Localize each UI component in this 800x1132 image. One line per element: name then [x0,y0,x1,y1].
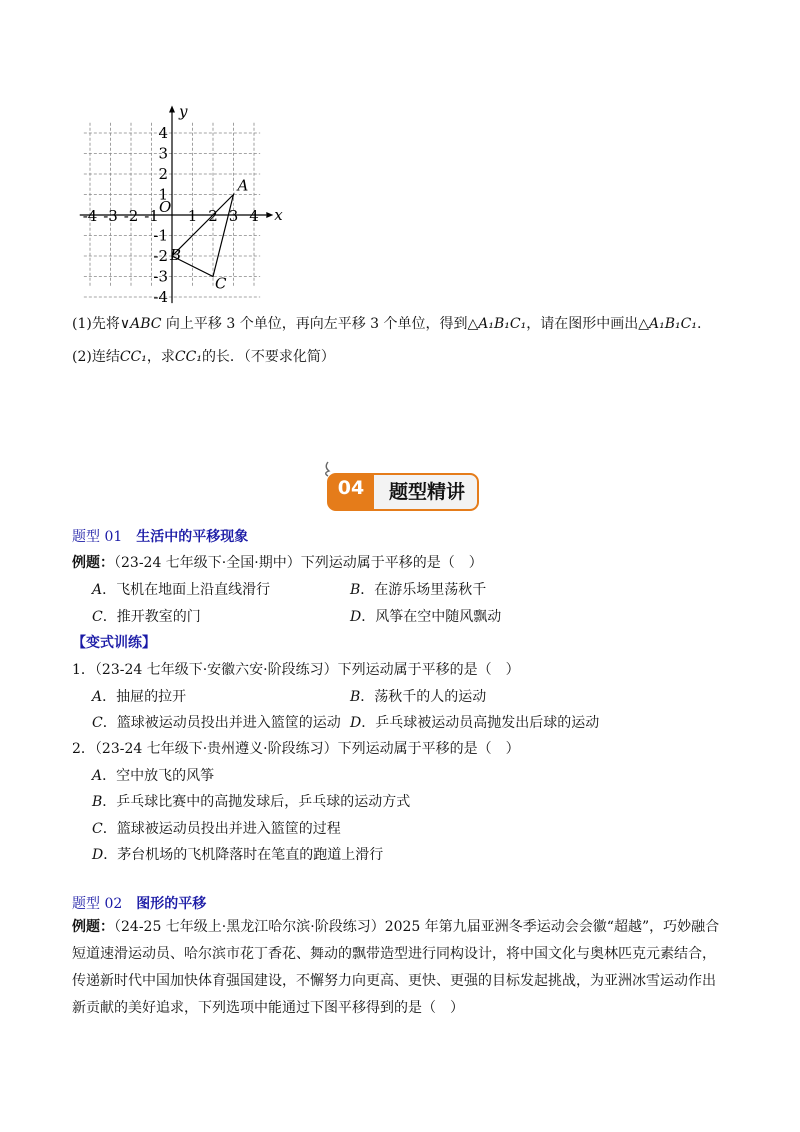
type2-heading-title: 图形的平移 [136,896,207,912]
practice-q2-option-c [92,819,341,839]
x-axis-label: x [274,206,283,224]
type2-heading-num: 题型 02 [72,896,123,912]
q2-segment-cc1: CC₁ [119,349,147,365]
x-tick-label: 1 [187,207,198,225]
option-letter: B [92,794,103,810]
type1-option-b [350,580,486,600]
practice-q1-option-d [350,713,599,733]
y-tick-label: -2 [153,247,168,265]
type2-example-line-2: 短道速滑运动员、哈尔滨市花丁香花、舞动的飘带造型进行同构设计，将中国文化与奥林匹克元素结合， [72,946,716,962]
practice-q2-option-b [92,792,410,812]
q1-triangle-a1b1c1-2: △A₁B₁C₁ [638,316,697,332]
point-label-b: B [170,246,182,264]
x-tick-label: -2 [123,207,139,225]
y-tick-label: 4 [158,124,168,142]
x-tick-label: -3 [103,207,118,225]
y-tick-label: 1 [158,185,168,204]
type2-line-text: （24-25 七年级上·黑龙江哈尔滨·阶段练习）2025 年第九届亚洲冬季运动会会徽“超越”，巧妙融合 [114,919,720,935]
option-text: ．推开教室的门 [102,609,201,625]
x-tick-label: 2 [208,207,218,225]
type1-heading-num: 题型 01 [72,529,123,545]
q2-text-b: ，求 [146,349,175,365]
option-letter: B [350,689,361,705]
x-tick-label: -4 [82,207,98,225]
option-text: ．抽屉的拉开 [102,689,187,705]
option-letter: D [92,847,104,863]
practice-q1-option-a [92,687,186,707]
type1-example-text: （23-24 七年级下·全国·期中）下列运动属于平移的是（ ） [114,555,483,571]
practice-q2-option-d [92,845,383,865]
option-text: ．荡秋千的人的运动 [360,689,487,705]
practice-heading: 【变式训练】 [72,635,156,651]
type2-example-label: 例题： [72,919,114,935]
tick-labels [83,103,284,307]
q1-text-d: . [696,316,702,332]
axes [80,106,274,304]
practice-q2-stem: 2．（23-24 七年级下·贵州遵义·阶段练习）下列运动属于平移的是（ ） [72,741,520,757]
option-text: ．空中放飞的风筝 [102,768,215,784]
option-text: ．风筝在空中随风飘动 [361,609,502,625]
y-axis-arrow [169,106,175,113]
y-axis-label: y [179,102,188,121]
y-tick-label: 2 [158,165,168,183]
option-letter: A [92,582,103,598]
x-axis-arrow [266,212,273,218]
y-tick-label: -3 [153,267,168,286]
swirl-icon [326,462,329,476]
type2-example-line-1 [72,914,719,941]
type1-example-label: 例题： [72,555,114,571]
option-text: ．在游乐场里荡秋千 [360,582,487,598]
practice-q1-option-b [350,687,486,707]
point-label-c: C [215,274,227,293]
option-text: ．茅台机场的飞机降落时在笔直的跑道上滑行 [103,847,384,863]
section-banner [320,458,480,514]
type1-heading-title: 生活中的平移现象 [136,529,249,545]
q2-segment-cc1-2: CC₁ [174,349,202,365]
option-letter: B [350,582,361,598]
x-tick-label: 3 [228,207,239,225]
option-text: ．篮球被运动员投出并进入篮筐的过程 [102,821,341,837]
q2-text-c: 的长．（不要求化简） [201,349,335,365]
type2-heading [72,894,206,914]
origin-label: O [159,198,172,216]
q1-text-b: 向上平移 3 个单位，再向左平移 3 个单位，得到 [161,316,468,332]
option-letter: D [350,609,362,625]
triangle-abc [169,177,249,293]
banner-number: 04 [337,477,365,499]
option-text: ．乒乓球被运动员高抛发出后球的运动 [361,715,600,731]
option-text: ．篮球被运动员投出并进入篮筐的运动 [102,715,341,731]
option-letter: C [92,715,103,731]
x-tick-label: 4 [249,207,259,225]
q1-triangle-abc: ABC [130,316,162,332]
option-text: ．乒乓球比赛中的高抛发球后，乒乓球的运动方式 [102,794,411,810]
type1-option-d [350,607,501,627]
point-label-a: A [237,176,249,195]
option-letter: A [92,768,103,784]
practice-q1-stem: 1．（23-24 七年级下·安徽六安·阶段练习）下列运动属于平移的是（ ） [72,662,520,678]
option-letter: C [92,821,103,837]
practice-q1-option-c [92,713,341,733]
coordinate-graph [60,90,300,310]
practice-q2-option-a [92,766,214,786]
q2-text-a: (2)连结 [72,349,120,365]
type2-example-line-4: 新贡献的美好追求，下列选项中能通过下图平移得到的是（ ） [72,1000,464,1016]
type1-heading [72,527,248,547]
question-2 [72,347,335,367]
banner-title: 题型精讲 [388,481,465,503]
type1-option-a [92,580,270,600]
q1-text-a: (1)先将∨ [72,316,131,332]
type2-example-line-3: 传递新时代中国加快体育强国建设，不懈努力向更高、更快、更强的目标发起挑战，为亚洲冰雪运动作出 [72,973,716,989]
y-tick-label: -1 [153,226,168,245]
type1-example [72,553,483,573]
type1-option-c [92,607,201,627]
option-letter: C [92,609,103,625]
q1-text-c: ，请在图形中画出 [526,316,639,332]
x-tick-label: -1 [144,207,159,225]
option-text: ．飞机在地面上沿直线滑行 [102,582,271,598]
y-tick-label: 3 [158,144,168,163]
y-tick-label: -4 [153,288,168,306]
q1-triangle-a1b1c1: △A₁B₁C₁ [467,316,527,332]
type2-example [72,914,719,1022]
option-letter: D [350,715,362,731]
question-1 [72,314,701,334]
option-letter: A [92,689,103,705]
